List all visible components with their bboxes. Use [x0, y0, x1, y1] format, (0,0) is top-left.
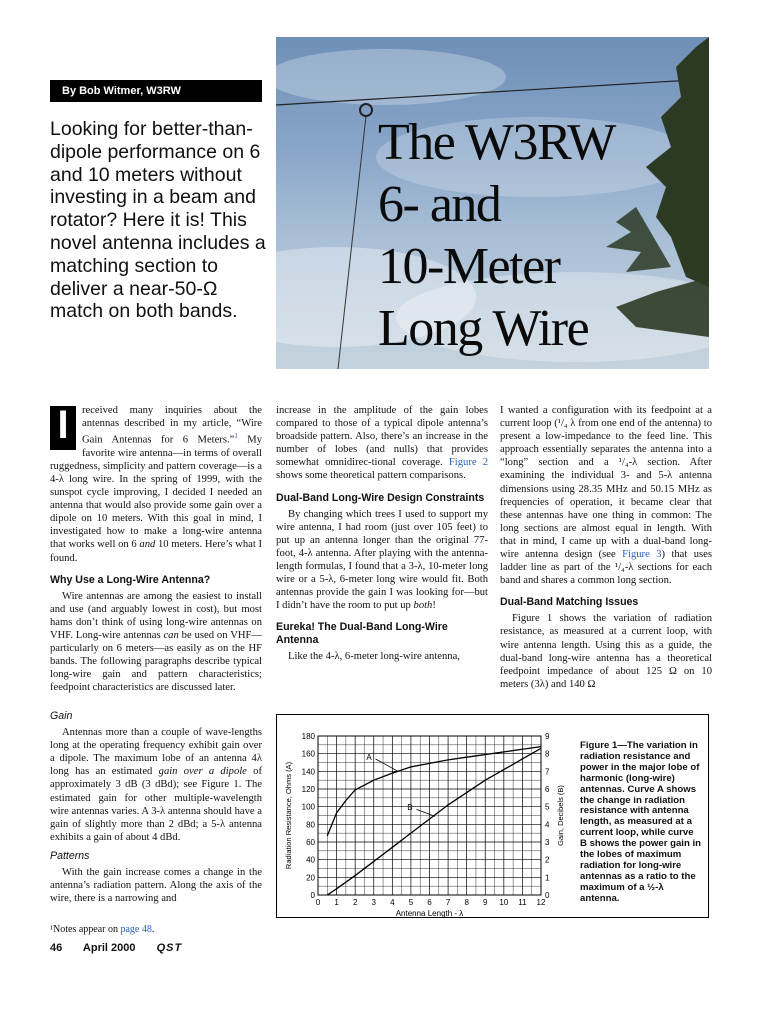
- y-axis-label: Radiation Resistance, Ohms (A): [284, 761, 293, 870]
- y2-tick-label: 2: [545, 855, 550, 865]
- footnote: ¹Notes appear on page 48.: [50, 924, 155, 935]
- y-tick-label: 60: [306, 838, 315, 847]
- figure-1-caption: Figure 1—The variation in radiation resistance and power in the major lobe of harmonic (long-wire) antennas. Curve A shows the change in radiation resistance with antenna length, as measured at a current loop, while curve B shows the power gain in the lobes of maximum radiation for long-wire antennas as a ratio to the maximum of a ½-λ antenna.: [580, 740, 701, 904]
- figure-2-link[interactable]: Figure 2: [448, 457, 488, 469]
- y-tick-label: 80: [306, 820, 315, 830]
- byline: By Bob Witmer, W3RW: [50, 80, 262, 102]
- y-tick-label: 180: [301, 732, 315, 741]
- x-tick-label: 2: [352, 898, 358, 907]
- y-tick-label: 140: [301, 767, 315, 777]
- x-tick-label: 1: [334, 898, 339, 907]
- x-tick-label: 3: [371, 898, 376, 907]
- y2-tick-label: 4: [545, 820, 550, 830]
- x-tick-label: 10: [499, 898, 509, 907]
- x-tick-label: 5: [408, 898, 414, 907]
- y2-tick-label: 9: [545, 732, 550, 741]
- heading-patterns: Patterns: [50, 849, 90, 862]
- issue-date: April 2000: [82, 942, 136, 954]
- title-line: The W3RW: [378, 114, 615, 171]
- x-tick-label: 9: [483, 898, 488, 907]
- y-tick-label: 120: [301, 785, 315, 794]
- page-number: 46: [50, 942, 63, 954]
- heading-matching: Dual-Band Matching Issues: [500, 596, 639, 609]
- y-tick-label: 160: [301, 749, 315, 759]
- paragraph: Figure 1 shows the variation of radiation resistance, as measured at a current loop, with wire antenna length. Using this as a guide, the dual-band long-wire antenna has a theoretical feedpoint impedance of about 125 Ω on 10 meters (3λ) and 140 Ω: [500, 613, 712, 690]
- heading-why: Why Use a Long-Wire Antenna?: [50, 573, 211, 586]
- column-3: [500, 404, 712, 691]
- column-1: [50, 404, 262, 694]
- series-A-line: [327, 747, 541, 836]
- title-line: 10-Meter: [378, 238, 560, 295]
- y2-tick-label: 5: [545, 802, 550, 812]
- x-tick-label: 4: [390, 898, 395, 907]
- paragraph: With the gain increase comes a change in the antenna’s radiation pattern. Along the axis of the wire, there is a narrowing and: [50, 867, 262, 905]
- x-axis-label: Antenna Length - λ: [395, 909, 464, 917]
- y2-tick-label: 7: [545, 767, 550, 777]
- figure-3-link[interactable]: Figure 3: [622, 549, 662, 561]
- heading-eureka: Eureka! The Dual-Band Long-Wire Antenna: [276, 621, 448, 647]
- x-tick-label: 8: [464, 898, 469, 907]
- page-footer: [50, 942, 200, 954]
- x-tick-label: 7: [445, 898, 451, 907]
- page-48-link[interactable]: page 48: [120, 924, 152, 935]
- column-2: [276, 404, 488, 663]
- y2-tick-label: 3: [545, 838, 550, 847]
- magazine-logo: QST: [156, 942, 183, 954]
- curve-a-label: A: [366, 752, 372, 762]
- title-line: 6- and: [378, 176, 501, 233]
- series-B-line: [327, 748, 541, 895]
- y-tick-label: 40: [306, 855, 315, 865]
- x-tick-label: 12: [536, 898, 546, 907]
- paragraph: By changing which trees I used to support my wire antenna, I had room (just over 105 feet) to put up an antenna longer than the original 77-foot, 4-λ antenna. After playing with the antenna-length formulas, I found that a 3-λ, 10-meter long wire or a 5-λ, 6-meter long wire would fit. Both antennas provide the gain I was looking for—but I didn’t have the room to put up both!: [276, 508, 488, 612]
- y2-axis-label: Gain, Decibels (B): [556, 785, 565, 846]
- paragraph: Wire antennas are among the easiest to install and use (and arguably lowest in cost), but most hams don’t think of using long-wire antennas on VHF. Long-wire antennas can be used on VHF—particularly on 6 meters—as easily as on the HF bands. The following paragraphs describe typical long-wire gain and pattern characteristics; feedpoint characteristics are discussed later.: [50, 590, 262, 694]
- column-1-lower: [50, 710, 262, 905]
- paragraph: I wanted a configuration with its feedpoint at a current loop (¹/₄ λ from one end of the antenna) to present a low-impedance to the feed line. This approach essentially separates the antenna into a “long” section and a ¹/₄-λ section. After examining the individual 3- and 5-λ antenna dimensions using 28.35 MHz and 50.15 MHz as frequencies of operation, it became clear that these antennas have one thing in common: The long sections are almost equal in length. With that in mind, I came up with a dual-band long-wire antenna design (see Figure 3) that uses ladder line as part of the ¹/₄-λ sections for each band and shares a common long section.: [500, 405, 712, 587]
- y-tick-label: 20: [306, 873, 315, 883]
- x-tick-label: 0: [315, 898, 321, 907]
- y-tick-label: 100: [301, 802, 315, 812]
- heading-gain: Gain: [50, 710, 73, 722]
- paragraph: increase in the amplitude of the gain lobes compared to those of a typical dipole antenna’s broadside pattern. Also, there’s an increase in the number of lobes (and nulls) that provides somewhat omnidirec-tional coverage. Figure 2 shows some theoretical pattern comparisons.: [276, 405, 488, 482]
- intro-paragraph: I received many inquiries about the antennas described in my article, “Wire Gain Antennas for 6 Meters.”$^1$ My favorite wire antenna—in terms of overall ruggedness, simplicity and pattern coverage—is a 4-λ long wire. In the spring of 1999, with the sunspot cycle improving, I decided I needed an antenna that would also provide some gain over a dipole on 10 meters. With this goal in mind, I investigated how to make a long-wire antenna that works well on 6 and 10 meters. Here’s what I found.: [50, 403, 262, 564]
- y2-tick-label: 8: [545, 749, 550, 759]
- y2-tick-label: 1: [545, 873, 550, 883]
- y-tick-label: 0: [310, 891, 315, 900]
- paragraph: Like the 4-λ, 6-meter long-wire antenna,: [288, 651, 460, 663]
- x-tick-label: 11: [518, 898, 527, 907]
- y2-tick-label: 6: [545, 785, 550, 794]
- drop-cap: I: [50, 406, 76, 450]
- x-tick-label: 6: [427, 898, 432, 907]
- heading-dual-band-constraints: Dual-Band Long-Wire Design Constraints: [276, 491, 485, 504]
- title-line: Long Wire: [378, 300, 589, 357]
- y2-tick-label: 0: [545, 891, 550, 900]
- paragraph: Antennas more than a couple of wave-lengths long at the operating frequency exhibit gain over a dipole. The maximum lobe of an antenna 4λ long has an estimated gain over a dipole of approximately 3 dB (3 dBd); see Figure 1. The estimated gain for other multiple-wavelength wire antennas varies. A 3-λ antenna should have a gain of slightly more than 2 dBd; a 5-λ antenna exhibits a gain of about 4 dBd.: [50, 727, 262, 843]
- curve-a-leader: [376, 759, 398, 771]
- curve-b-label: B: [407, 803, 413, 813]
- article-title: [378, 112, 708, 360]
- lede-text: Looking for better-than-dipole performance on 6 and 10 meters without investing in a beam and rotator? Here it is! This novel antenna includes a matching section to deliver a near-50-Ω match on both bands.: [50, 118, 266, 323]
